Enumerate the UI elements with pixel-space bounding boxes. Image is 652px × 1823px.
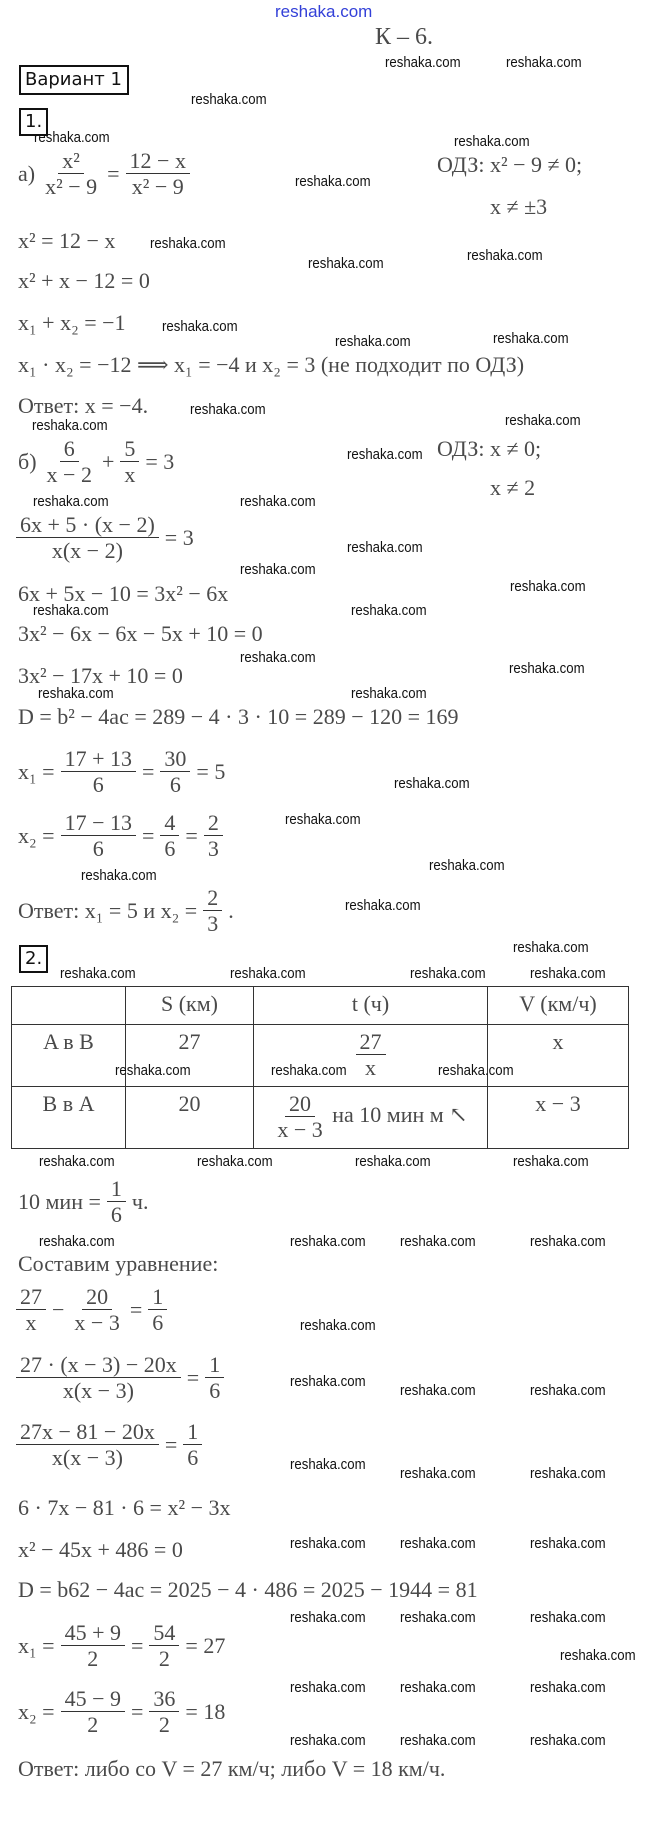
watermark: reshaka.com bbox=[351, 602, 427, 619]
watermark: reshaka.com bbox=[530, 1465, 606, 1482]
variant-heading: Вариант 1 bbox=[19, 65, 129, 95]
site-header-link[interactable]: reshaka.com bbox=[275, 2, 373, 21]
watermark: reshaka.com bbox=[191, 91, 267, 108]
watermark: reshaka.com bbox=[530, 1609, 606, 1626]
watermark: reshaka.com bbox=[197, 1153, 273, 1170]
watermark: reshaka.com bbox=[530, 965, 606, 982]
table-header-row: S (км) t (ч) V (км/ч) bbox=[12, 987, 629, 1025]
watermark: reshaka.com bbox=[290, 1456, 366, 1473]
watermark: reshaka.com bbox=[400, 1732, 476, 1749]
fraction: $\frac{5}{x}$ bbox=[120, 436, 139, 488]
table-row: B в A 20 $\frac{20}{x - 3}$ на 10 мин м ↖ x − 3 bbox=[12, 1087, 629, 1149]
equation-2: $\frac{27 \cdot (x - 3) - 20x}{x(x - 3)}$ = $\frac{1}{6}$ bbox=[16, 1352, 224, 1404]
watermark: reshaka.com bbox=[39, 1153, 115, 1170]
step: 3x² − 6x − 6x − 5x + 10 = 0 bbox=[18, 621, 263, 646]
watermark: reshaka.com bbox=[351, 685, 427, 702]
watermark: reshaka.com bbox=[438, 1062, 514, 1079]
fraction: $\frac{\text{x²}}{\text{x² − 9}}$ bbox=[45, 148, 98, 200]
watermark: reshaka.com bbox=[347, 446, 423, 463]
watermark: reshaka.com bbox=[190, 401, 266, 418]
watermark: reshaka.com bbox=[60, 965, 136, 982]
watermark: reshaka.com bbox=[285, 811, 361, 828]
odz-line: ОДЗ: x² − 9 ≠ 0; bbox=[437, 152, 583, 177]
watermark: reshaka.com bbox=[530, 1732, 606, 1749]
watermark: reshaka.com bbox=[290, 1373, 366, 1390]
fraction-line: $\frac{6x + 5 \cdot (x - 2)}{x(x - 2)}$ = 3 bbox=[16, 512, 194, 564]
watermark: reshaka.com bbox=[347, 539, 423, 556]
watermark: reshaka.com bbox=[560, 1647, 636, 1664]
watermark: reshaka.com bbox=[271, 1062, 347, 1079]
watermark: reshaka.com bbox=[115, 1062, 191, 1079]
watermark: reshaka.com bbox=[509, 660, 585, 677]
step: 3x² − 17x + 10 = 0 bbox=[18, 663, 183, 688]
task1a-equation: а) $\frac{\text{x²}}{\text{x² − 9}}$ = $\frac{12 - x}{\text{x² − 9}}$ bbox=[18, 148, 190, 200]
watermark: reshaka.com bbox=[33, 493, 109, 510]
watermark: reshaka.com bbox=[400, 1382, 476, 1399]
watermark: reshaka.com bbox=[335, 333, 411, 350]
watermark: reshaka.com bbox=[454, 133, 530, 150]
watermark: reshaka.com bbox=[530, 1535, 606, 1552]
watermark: reshaka.com bbox=[385, 54, 461, 71]
root-x2: x₂ = $\frac{17 - 13}{6}$ = $\frac{4}{6}$ = $\frac{2}{3}$ bbox=[18, 810, 223, 862]
watermark: reshaka.com bbox=[506, 54, 582, 71]
watermark: reshaka.com bbox=[394, 775, 470, 792]
watermark: reshaka.com bbox=[290, 1609, 366, 1626]
answer: Ответ: либо со V = 27 км/ч; либо V = 18 км/ч. bbox=[18, 1756, 446, 1781]
watermark: reshaka.com bbox=[505, 412, 581, 429]
watermark: reshaka.com bbox=[290, 1535, 366, 1552]
watermark: reshaka.com bbox=[240, 649, 316, 666]
root-x2: x₂ = $\frac{45 - 9}{2}$ = $\frac{36}{2}$ = 18 bbox=[18, 1686, 226, 1738]
watermark: reshaka.com bbox=[32, 417, 108, 434]
watermark: reshaka.com bbox=[410, 965, 486, 982]
watermark: reshaka.com bbox=[467, 247, 543, 264]
compose-heading: Составим уравнение: bbox=[18, 1251, 219, 1276]
fraction: $\frac{12 - x}{\text{x² − 9}}$ bbox=[126, 148, 190, 200]
watermark: reshaka.com bbox=[530, 1679, 606, 1696]
part-label: а) bbox=[18, 160, 36, 186]
watermark: reshaka.com bbox=[33, 602, 109, 619]
watermark: reshaka.com bbox=[513, 1153, 589, 1170]
watermark: reshaka.com bbox=[230, 965, 306, 982]
watermark: reshaka.com bbox=[400, 1609, 476, 1626]
watermark: reshaka.com bbox=[38, 685, 114, 702]
equation-3: $\frac{27x - 81 - 20x}{x(x - 3)}$ = $\frac{1}{6}$ bbox=[16, 1419, 202, 1471]
step: D = b² − 4ac = 289 − 4 · 3 · 10 = 289 − 120 = 169 bbox=[18, 704, 459, 729]
watermark: reshaka.com bbox=[300, 1317, 376, 1334]
watermark: reshaka.com bbox=[400, 1679, 476, 1696]
answer: Ответ: x = −4. bbox=[18, 393, 149, 418]
time-conversion: 10 мин = $\frac{1}{6}$ ч. bbox=[18, 1176, 149, 1228]
watermark: reshaka.com bbox=[530, 1382, 606, 1399]
watermark: reshaka.com bbox=[162, 318, 238, 335]
watermark: reshaka.com bbox=[429, 857, 505, 874]
watermark: reshaka.com bbox=[345, 897, 421, 914]
root-x1: x₁ = $\frac{17 + 13}{6}$ = $\frac{30}{6}$ = 5 bbox=[18, 746, 226, 798]
odz-line: x ≠ 2 bbox=[490, 475, 536, 500]
watermark: reshaka.com bbox=[400, 1233, 476, 1250]
watermark: reshaka.com bbox=[290, 1732, 366, 1749]
fraction: $\frac{6}{x - 2}$ bbox=[46, 436, 92, 488]
watermark: reshaka.com bbox=[290, 1679, 366, 1696]
watermark: reshaka.com bbox=[39, 1233, 115, 1250]
step: 6 · 7x − 81 · 6 = x² − 3x bbox=[18, 1495, 231, 1520]
step: x₁ + x₂ = −1 bbox=[18, 310, 126, 335]
watermark: reshaka.com bbox=[240, 493, 316, 510]
step: 6x + 5x − 10 = 3x² − 6x bbox=[18, 581, 229, 606]
watermark: reshaka.com bbox=[290, 1233, 366, 1250]
watermark: reshaka.com bbox=[510, 578, 586, 595]
watermark: reshaka.com bbox=[308, 255, 384, 272]
watermark: reshaka.com bbox=[355, 1153, 431, 1170]
watermark: reshaka.com bbox=[400, 1465, 476, 1482]
watermark: reshaka.com bbox=[400, 1535, 476, 1552]
answer: Ответ: x₁ = 5 и x₂ = $\frac{2}{3}$ . bbox=[18, 885, 234, 937]
watermark: reshaka.com bbox=[150, 235, 226, 252]
watermark: reshaka.com bbox=[81, 867, 157, 884]
watermark: reshaka.com bbox=[493, 330, 569, 347]
step: x² = 12 − x bbox=[18, 228, 116, 253]
step: D = b62 − 4ac = 2025 − 4 · 486 = 2025 − 1944 = 81 bbox=[18, 1577, 478, 1602]
step: x² + x − 12 = 0 bbox=[18, 268, 150, 293]
odz-line: ОДЗ: x ≠ 0; bbox=[437, 436, 542, 461]
step: x₁ · x₂ = −12 ⟹ x₁ = −4 и x₂ = 3 (не подходит по ОДЗ) bbox=[18, 352, 525, 377]
watermark: reshaka.com bbox=[34, 129, 110, 146]
odz-line: x ≠ ±3 bbox=[490, 194, 548, 219]
watermark: reshaka.com bbox=[240, 561, 316, 578]
step: x² − 45x + 486 = 0 bbox=[18, 1537, 183, 1562]
root-x1: x₁ = $\frac{45 + 9}{2}$ = $\frac{54}{2}$ = 27 bbox=[18, 1620, 226, 1672]
equation-1: $\frac{27}{x}$ − $\frac{20}{x - 3}$ = $\frac{1}{6}$ bbox=[16, 1284, 167, 1336]
page-title: К – 6. bbox=[375, 24, 434, 50]
watermark: reshaka.com bbox=[295, 173, 371, 190]
table-row: A в B 27 $\frac{27}{x}$ x bbox=[12, 1025, 629, 1087]
watermark: reshaka.com bbox=[513, 939, 589, 956]
watermark: reshaka.com bbox=[530, 1233, 606, 1250]
task1-label: 1. bbox=[19, 108, 48, 136]
task1b-equation: б) $\frac{6}{x - 2}$ + $\frac{5}{x}$ = 3 bbox=[18, 436, 175, 488]
task2-label: 2. bbox=[19, 945, 48, 973]
